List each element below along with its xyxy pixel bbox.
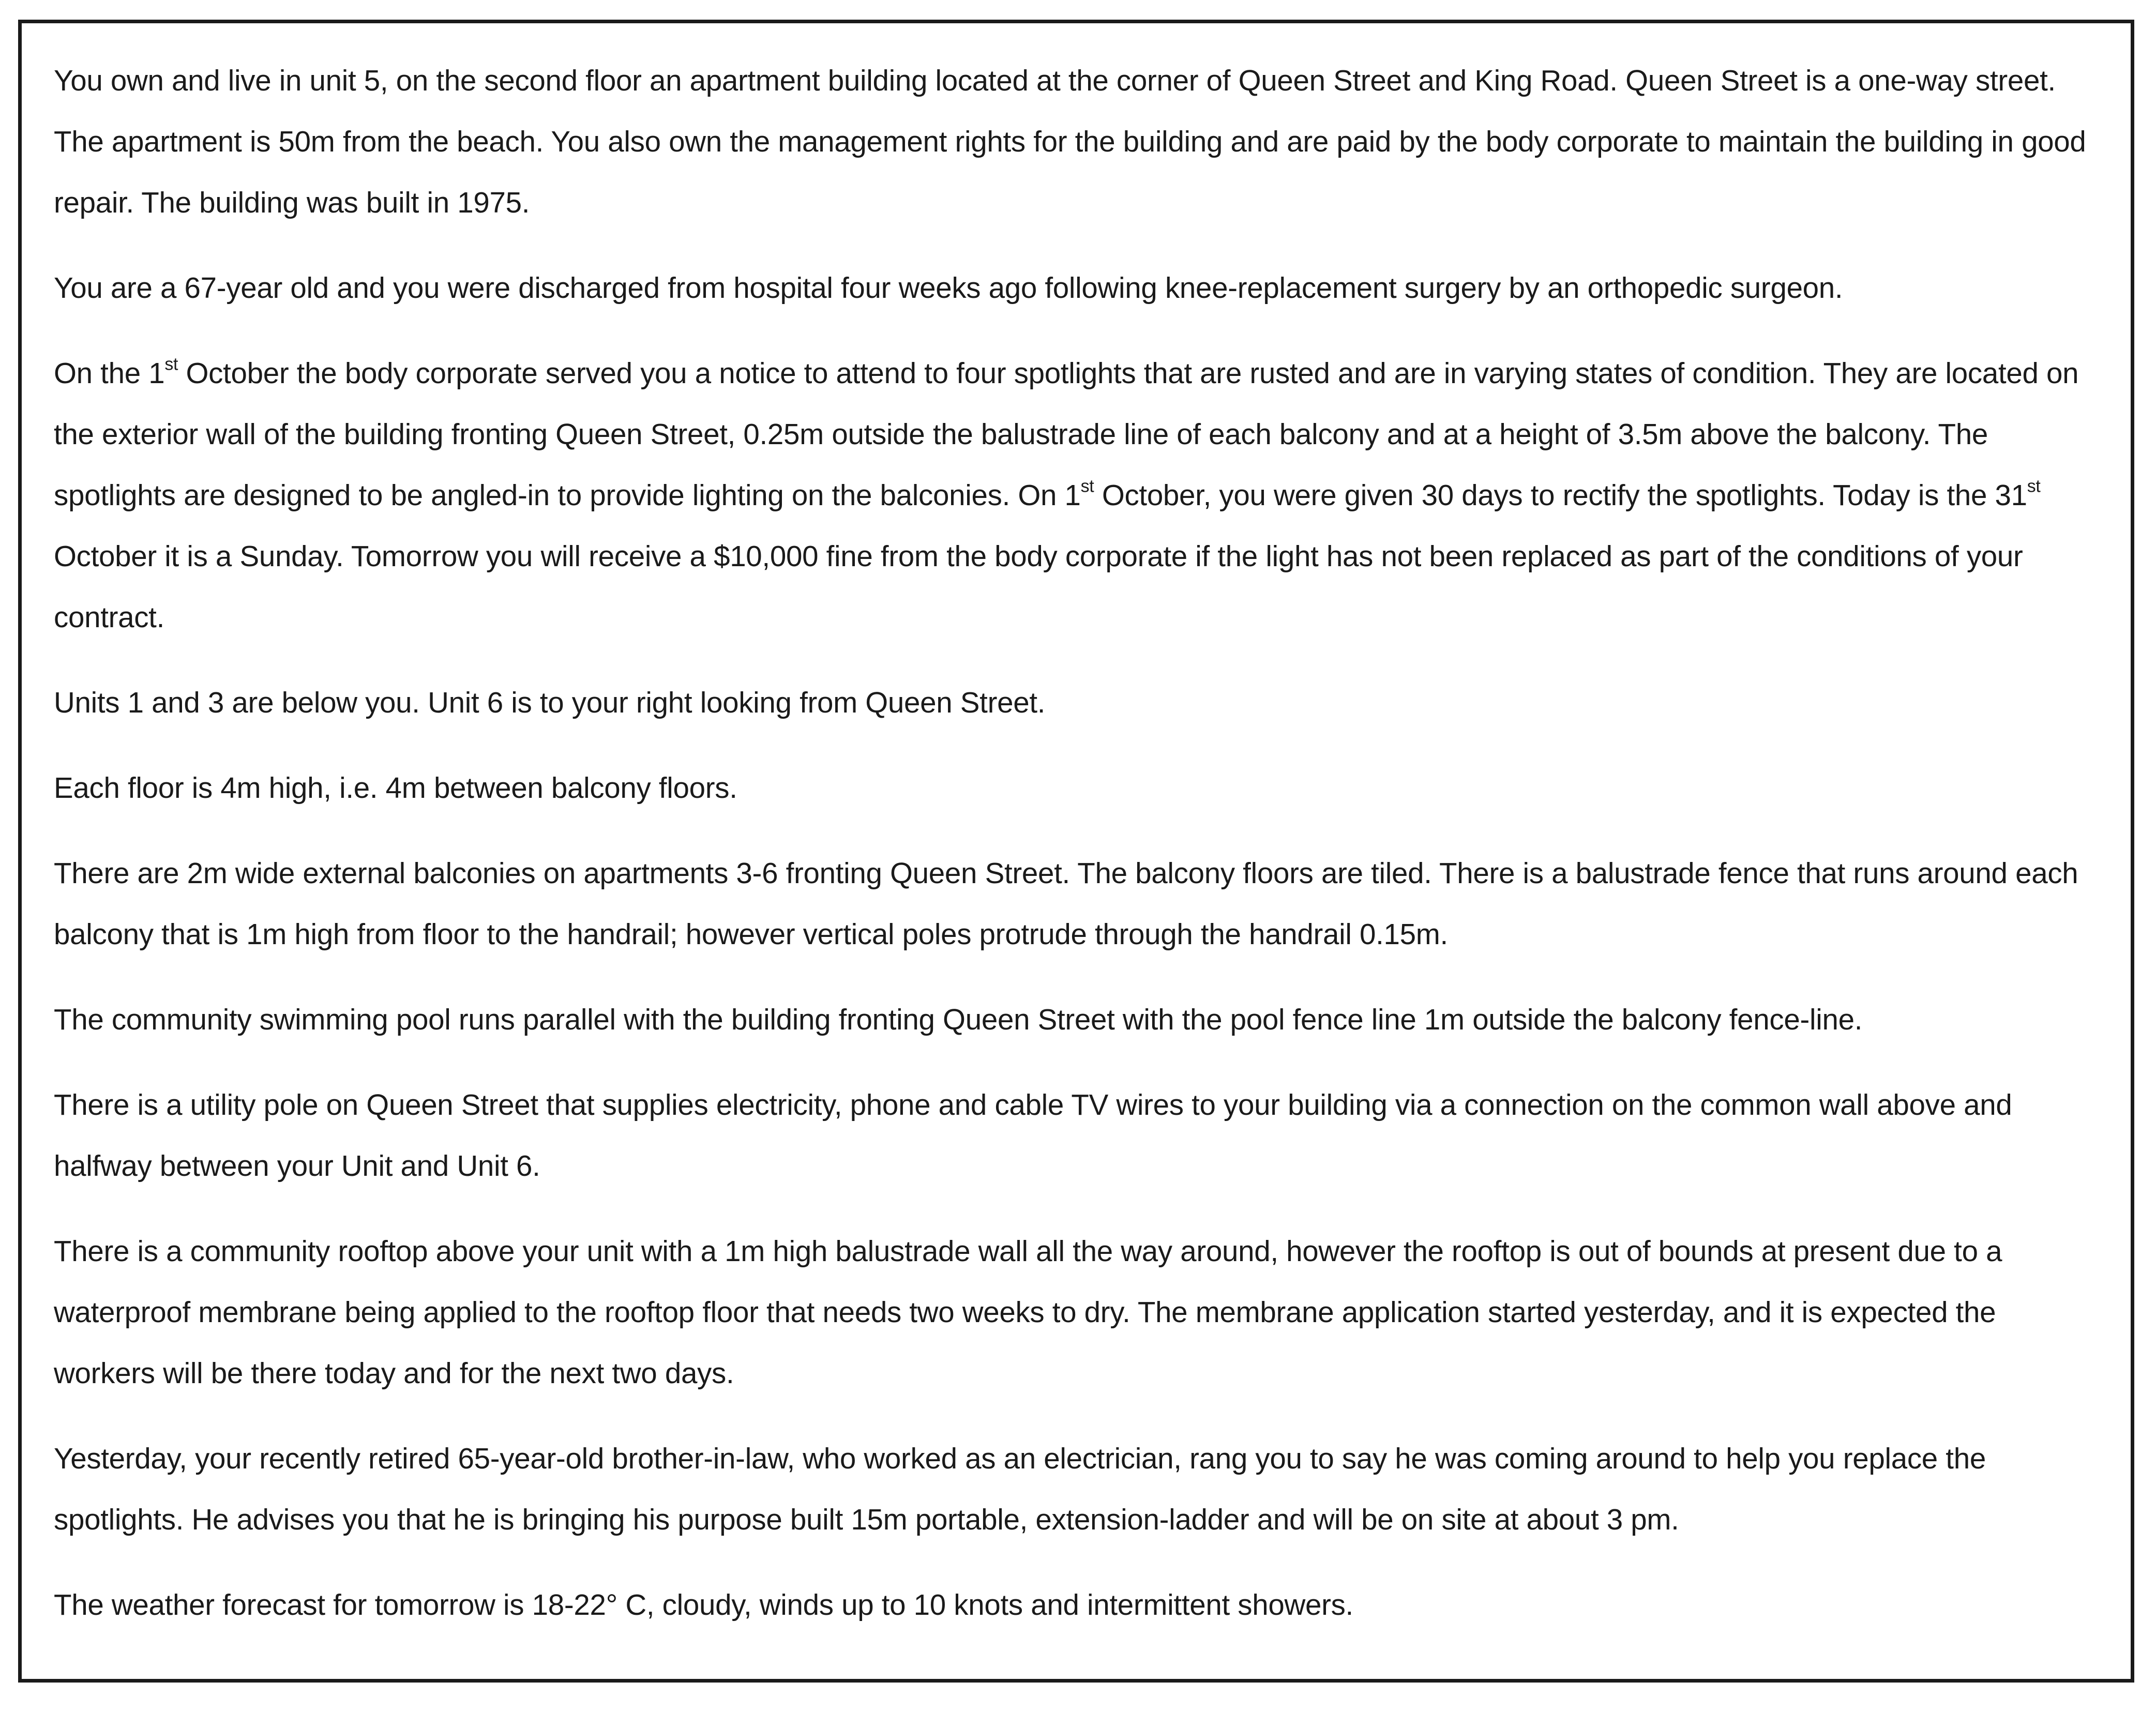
document-frame	[18, 20, 2134, 1683]
paragraph-weather	[54, 1574, 2099, 1635]
paragraph-text: The weather forecast for tomorrow is 18-22° C, cloudy, winds up to 10 knots and intermittent showers.	[54, 1588, 1353, 1621]
paragraph-text: There is a community rooftop above your unit with a 1m high balustrade wall all the way around, however the rooftop is out of bounds at present due to a waterproof membrane being applied to the rooftop floor that needs two weeks to dry. The membrane application started yesterday, and it is expected the workers will be there today and for the next two days.	[54, 1235, 2002, 1389]
paragraph-text: There are 2m wide external balconies on apartments 3-6 fronting Queen Street. The balcony floors are tiled. There is a balustrade fence that runs around each balcony that is 1m high from floor to the handrail; however vertical poles protrude through the handrail 0.15m.	[54, 857, 2078, 950]
paragraph-units	[54, 672, 2099, 733]
paragraph-text: October, you were given 30 days to rectify the spotlights. Today is the 31	[1094, 479, 2027, 511]
paragraph-floor-height	[54, 757, 2099, 819]
paragraph-text: Each floor is 4m high, i.e. 4m between balcony floors.	[54, 771, 737, 804]
document-body	[54, 50, 2099, 1635]
paragraph-text: On the 1	[54, 357, 165, 389]
paragraph-notice	[54, 343, 2099, 648]
paragraph-brother-in-law	[54, 1428, 2099, 1550]
paragraph-balconies	[54, 843, 2099, 965]
paragraph-building	[54, 50, 2099, 233]
ordinal-suffix: st	[1080, 476, 1094, 496]
paragraph-pool	[54, 989, 2099, 1050]
paragraph-text: Yesterday, your recently retired 65-year-old brother-in-law, who worked as an electrician, rang you to say he was coming around to help you replace the spotlights. He advises you that he is bringing his purpose built 15m portable, extension-ladder and will be on site at about 3 pm.	[54, 1442, 1986, 1536]
paragraph-utility-pole	[54, 1074, 2099, 1196]
ordinal-suffix: st	[2027, 476, 2041, 496]
paragraph-rooftop	[54, 1221, 2099, 1404]
paragraph-text: You own and live in unit 5, on the second floor an apartment building located at the corner of Queen Street and King Road. Queen Street is a one-way street. The apartment is 50m from the beach. You also own the management rights for the building and are paid by the body corporate to maintain the building in good repair. The building was built in 1975.	[54, 64, 2086, 219]
ordinal-suffix: st	[164, 354, 178, 374]
paragraph-text: October the body corporate served you a notice to attend to four spotlights that are rusted and are in varying states of condition. They are located on the exterior wall of the building fronting Queen Street, 0.25m outside the balustrade line of each balcony and at a height of 3.5m above the balcony. The spotlights are designed to be angled-in to provide lighting on the balconies. On 1	[54, 357, 2079, 511]
paragraph-text: There is a utility pole on Queen Street that supplies electricity, phone and cable TV wires to your building via a connection on the common wall above and halfway between your Unit and Unit 6.	[54, 1088, 2012, 1182]
paragraph-text: Units 1 and 3 are below you. Unit 6 is to your right looking from Queen Street.	[54, 686, 1046, 719]
paragraph-age-health	[54, 257, 2099, 319]
paragraph-text: You are a 67-year old and you were discharged from hospital four weeks ago following knee-replacement surgery by an orthopedic surgeon.	[54, 271, 1843, 304]
paragraph-text: October it is a Sunday. Tomorrow you will receive a $10,000 fine from the body corporate if the light has not been replaced as part of the conditions of your contract.	[54, 540, 2023, 633]
paragraph-text: The community swimming pool runs parallel with the building fronting Queen Street with the pool fence line 1m outside the balcony fence-line.	[54, 1003, 1863, 1036]
